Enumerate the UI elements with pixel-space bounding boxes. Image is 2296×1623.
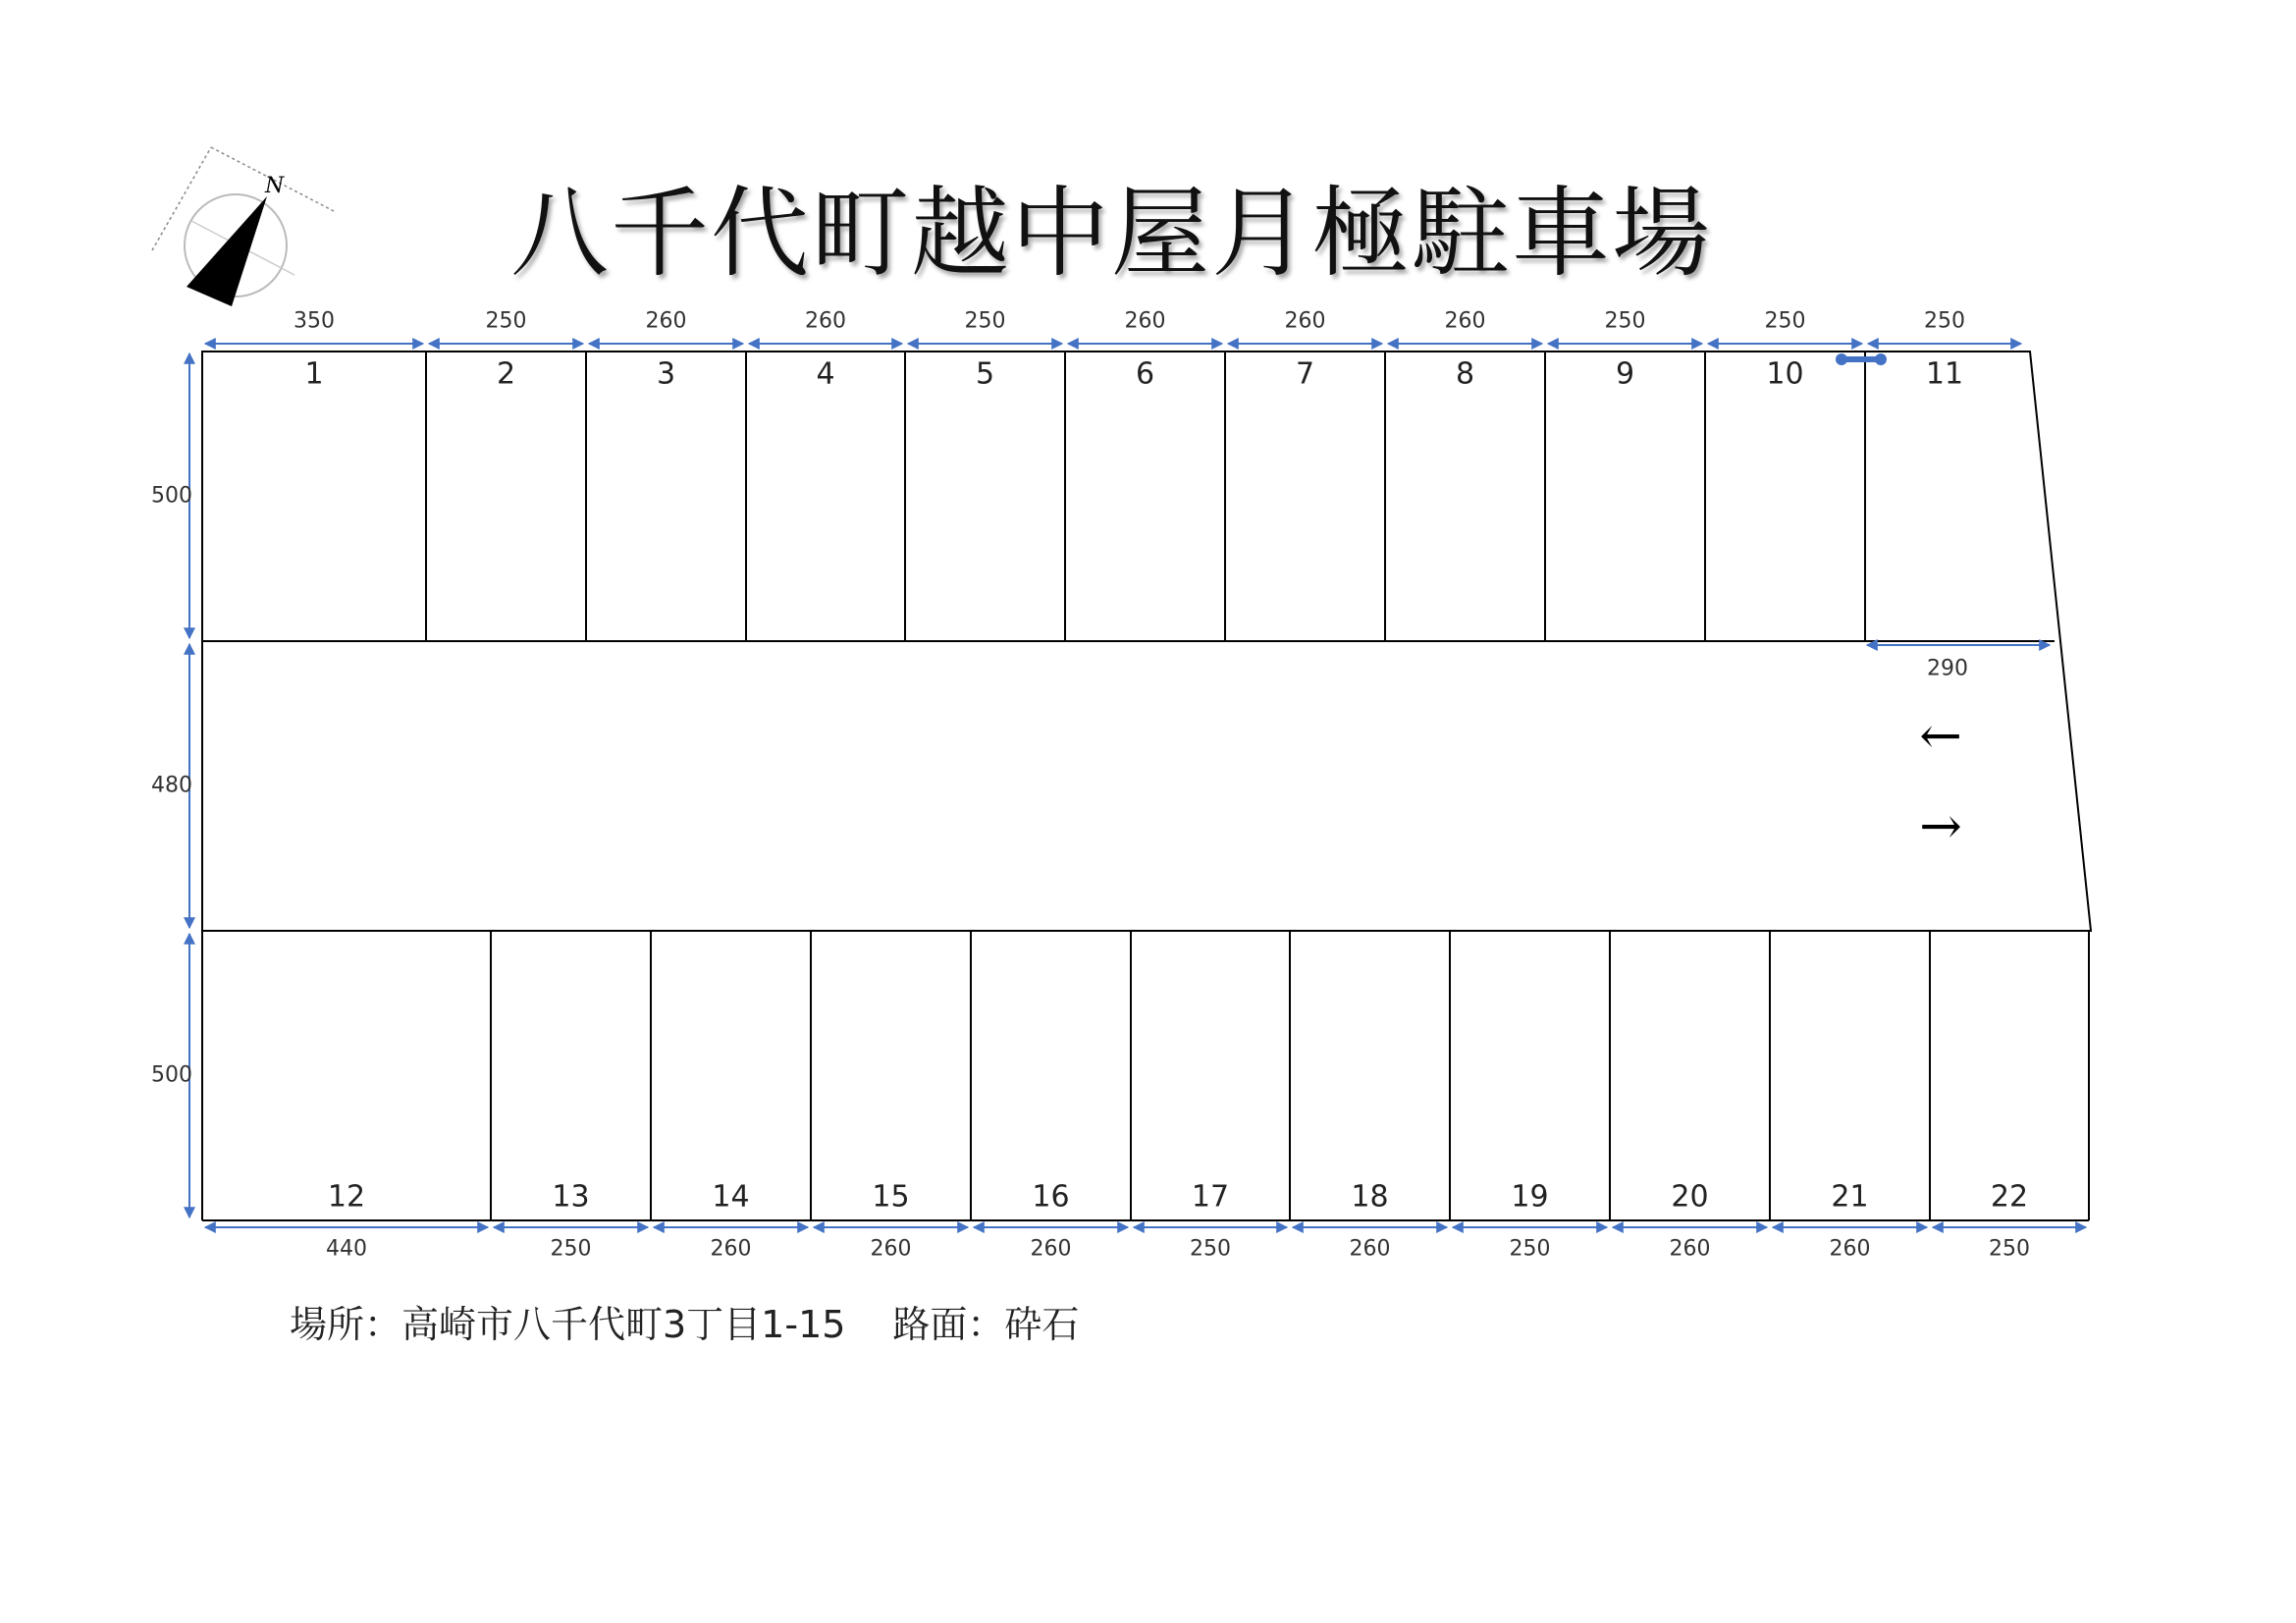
footer-info xyxy=(290,1294,1079,1348)
width-label: 260 xyxy=(1444,308,1486,334)
width-label: 260 xyxy=(1349,1236,1391,1262)
width-label: 250 xyxy=(1604,308,1646,334)
bottom-row-dividers xyxy=(202,931,2089,1220)
width-label: 250 xyxy=(550,1236,592,1262)
space-number: 20 xyxy=(1671,1179,1709,1215)
width-label: 440 xyxy=(326,1236,367,1262)
page-title: 八千代町越中屋月極駐車場 xyxy=(510,176,1712,291)
lot-outline xyxy=(202,352,2091,931)
space-number: 17 xyxy=(1191,1179,1230,1215)
width-label: 250 xyxy=(1190,1236,1231,1262)
space-number: 12 xyxy=(327,1179,366,1215)
space-number: 22 xyxy=(1990,1179,2029,1215)
width-label: 250 xyxy=(1764,308,1806,334)
width-label: 250 xyxy=(485,308,527,334)
depth-label-bottom: 500 xyxy=(151,1062,192,1088)
space-number: 10 xyxy=(1766,356,1804,392)
width-label: 250 xyxy=(1924,308,1965,334)
north-arrow-icon xyxy=(187,196,267,306)
width-label: 250 xyxy=(964,308,1006,334)
space-number: 13 xyxy=(552,1179,590,1215)
width-label: 260 xyxy=(805,308,846,334)
space-number: 8 xyxy=(1455,356,1475,392)
width-label: 260 xyxy=(1829,1236,1871,1262)
depth-label-aisle: 480 xyxy=(151,773,192,798)
location-text: 場所：高崎市八千代町3丁目1-15 xyxy=(290,1303,846,1346)
depth-label-top: 500 xyxy=(151,483,192,509)
space-number: 14 xyxy=(712,1179,750,1215)
width-label: 260 xyxy=(645,308,687,334)
space-number: 19 xyxy=(1511,1179,1549,1215)
top-row-dividers xyxy=(426,352,1865,641)
entrance-width-label: 290 xyxy=(1927,656,1968,681)
space-number: 1 xyxy=(304,356,324,392)
compass xyxy=(152,147,334,306)
space-number: 16 xyxy=(1032,1179,1070,1215)
space-number: 3 xyxy=(656,356,676,392)
space-number: 4 xyxy=(816,356,835,392)
space-number: 11 xyxy=(1925,356,1964,392)
compass-guide xyxy=(152,147,211,250)
width-label: 250 xyxy=(1509,1236,1551,1262)
width-label: 260 xyxy=(1669,1236,1711,1262)
width-label: 260 xyxy=(710,1236,752,1262)
width-label: 350 xyxy=(294,308,335,334)
width-label: 250 xyxy=(1989,1236,2030,1262)
space-number: 5 xyxy=(975,356,995,392)
width-label: 260 xyxy=(870,1236,912,1262)
width-label: 260 xyxy=(1284,308,1326,334)
space-number: 2 xyxy=(496,356,516,392)
right-arrow-icon: → xyxy=(1919,797,1962,856)
width-label: 260 xyxy=(1124,308,1166,334)
compass-north-label: N xyxy=(265,174,285,198)
space-number: 21 xyxy=(1831,1179,1869,1215)
gate-marker xyxy=(1836,353,1887,365)
space-number: 7 xyxy=(1295,356,1315,392)
space-number: 18 xyxy=(1351,1179,1389,1215)
left-arrow-icon: ← xyxy=(1919,707,1962,766)
space-number: 15 xyxy=(872,1179,910,1215)
surface-text: 路面：砕石 xyxy=(892,1303,1080,1346)
space-number: 9 xyxy=(1615,356,1635,392)
width-label: 260 xyxy=(1030,1236,1072,1262)
gate-post xyxy=(1836,353,1847,365)
dimension-lines xyxy=(189,344,2086,1227)
space-number: 6 xyxy=(1135,356,1155,392)
gate-post xyxy=(1875,353,1887,365)
